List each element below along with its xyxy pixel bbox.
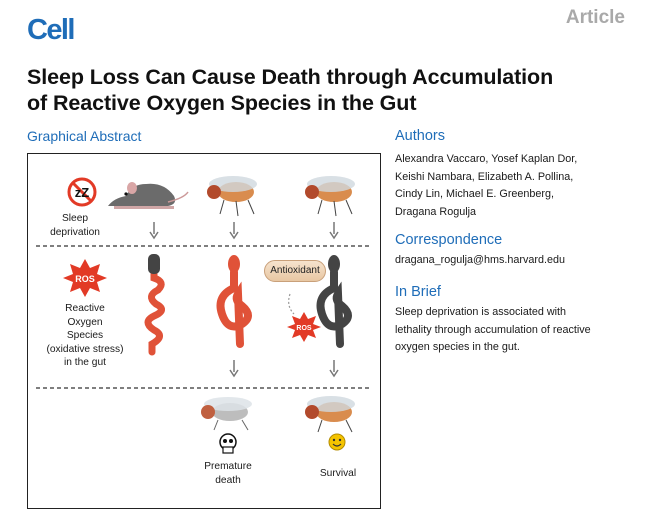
death-label-line: death: [215, 474, 241, 486]
in-brief-line: Sleep deprivation is associated with: [395, 306, 567, 318]
antioxidant-badge: Antioxidant: [264, 260, 326, 282]
in-brief-text: [395, 304, 645, 357]
sleep-label-line: deprivation: [50, 226, 100, 238]
ros-label: [37, 302, 133, 370]
down-arrow-icon: [330, 360, 338, 376]
ros-label-line: Reactive: [65, 303, 105, 314]
authors-list: [395, 151, 645, 221]
no-sleep-icon: [69, 179, 95, 205]
fly-icon: [305, 396, 355, 432]
authors-line: Keishi Nambara, Elizabeth A. Pollina,: [395, 170, 574, 183]
sleep-deprivation-label: [45, 212, 105, 239]
authors-heading: Authors: [395, 128, 445, 144]
mouse-icon: [108, 182, 188, 209]
in-brief-heading: In Brief: [395, 284, 441, 300]
graphical-abstract-heading: Graphical Abstract: [27, 128, 142, 144]
ros-badge-text: ROS: [75, 274, 95, 284]
in-brief-line: oxygen species in the gut.: [395, 341, 520, 354]
ros-burst-icon: [287, 294, 321, 342]
ros-label-line: (oxidative stress): [46, 343, 124, 355]
ros-label-line: in the gut: [64, 357, 106, 369]
paper-title: [27, 64, 637, 116]
fly-icon: [207, 176, 257, 216]
gut-icon: [221, 255, 249, 344]
gut-icon: [148, 254, 162, 352]
authors-line: Alexandra Vaccaro, Yosef Kaplan Dor,: [395, 153, 578, 165]
in-brief-line: lethality through accumulation of reactive: [395, 323, 591, 336]
smiley-icon: [329, 434, 345, 450]
fly-icon: [305, 176, 355, 216]
sleep-label-line: Sleep: [61, 213, 89, 224]
down-arrow-icon: [330, 222, 338, 238]
article-type-label: Article: [565, 7, 625, 28]
ros-burst-icon: [63, 259, 107, 297]
authors-line: Cindy Lin, Michael E. Greenberg,: [395, 188, 555, 201]
death-label-line: Premature: [204, 461, 252, 472]
small-ros-badge-text: ROS: [296, 325, 312, 332]
sleep-badge-text: zZ: [74, 185, 90, 200]
correspondence-heading: Correspondence: [395, 232, 503, 248]
down-arrow-icon: [230, 222, 238, 238]
premature-death-label: [198, 460, 258, 487]
title-line: Sleep Loss Can Cause Death through Accumulation: [27, 65, 554, 89]
ros-label-line: Species: [66, 330, 104, 342]
graphical-abstract-figure: [27, 153, 381, 509]
correspondence-email[interactable]: dragana_rogulja@hms.harvard.edu: [395, 254, 566, 266]
journal-logo: Cell: [27, 14, 74, 46]
skull-icon: [220, 434, 236, 453]
survival-label: Survival: [319, 468, 357, 479]
down-arrow-icon: [150, 222, 158, 238]
fly-icon: [201, 397, 252, 430]
authors-line: Dragana Rogulja: [395, 205, 477, 218]
down-arrow-icon: [230, 360, 238, 376]
title-line: of Reactive Oxygen Species in the Gut: [27, 91, 417, 115]
ros-label-line: Oxygen: [67, 316, 103, 328]
